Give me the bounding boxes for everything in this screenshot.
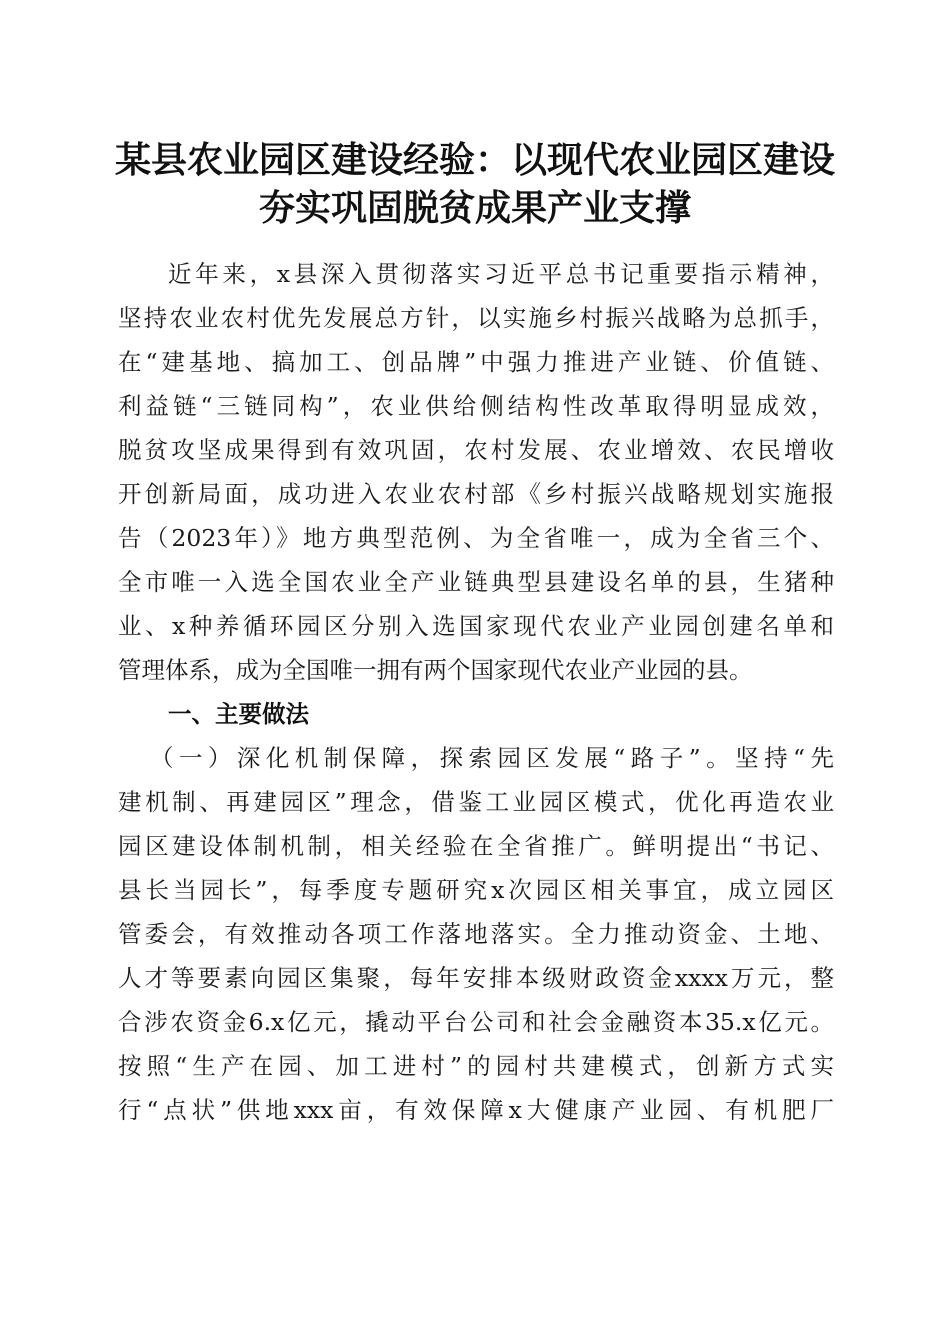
paragraph-line: 告（2023年）》地方典型范例、为全省唯一，成为全省三个、 <box>118 524 834 552</box>
paragraph-line: 管委会，有效推动各项工作落地落实。全力推动资金、土地、 <box>118 920 834 948</box>
document-title-line-1: 某县农业园区建设经验：以现代农业园区建设 <box>114 139 835 181</box>
paragraph-line: 利益链“三链同构”，农业供给侧结构性改革取得明显成效， <box>118 392 834 420</box>
paragraph-line: （一）深化机制保障，探索园区发展“路子”。坚持“先 <box>150 744 834 772</box>
section-heading: 一、主要做法 <box>168 700 309 728</box>
document-title-line-2: 夯实巩固脱贫成果产业支撑 <box>258 187 691 229</box>
paragraph-line: 县长当园长”，每季度专题研究x次园区相关事宜，成立园区 <box>118 876 834 904</box>
paragraph-line: 近年来，x县深入贯彻落实习近平总书记重要指示精神， <box>168 260 834 288</box>
paragraph-line: 按照“生产在园、加工进村”的园村共建模式，创新方式实 <box>118 1052 834 1080</box>
paragraph-line: 业、x种养循环园区分别入选国家现代农业产业园创建名单和 <box>118 612 834 640</box>
paragraph-line: 合涉农资金6.x亿元，撬动平台公司和社会金融资本35.x亿元。 <box>118 1008 834 1036</box>
paragraph-line: 园区建设体制机制，相关经验在全省推广。鲜明提出“书记、 <box>118 832 834 860</box>
paragraph-line: 管理体系，成为全国唯一拥有两个国家现代农业产业园的县。 <box>118 656 753 684</box>
paragraph-line: 脱贫攻坚成果得到有效巩固，农村发展、农业增效、农民增收 <box>118 436 834 464</box>
paragraph-line: 开创新局面，成功进入农业农村部《乡村振兴战略规划实施报 <box>118 480 834 508</box>
paragraph-line: 人才等要素向园区集聚，每年安排本级财政资金xxxx万元，整 <box>118 964 834 992</box>
paragraph-line: 行“点状”供地xxx亩，有效保障x大健康产业园、有机肥厂 <box>118 1096 834 1124</box>
paragraph-line: 全市唯一入选全国农业全产业链典型县建设名单的县，生猪种 <box>118 568 834 596</box>
paragraph-line: 建机制、再建园区”理念，借鉴工业园区模式，优化再造农业 <box>118 788 834 816</box>
paragraph-line: 在“建基地、搞加工、创品牌”中强力推进产业链、价值链、 <box>118 348 834 376</box>
paragraph-line: 坚持农业农村优先发展总方针，以实施乡村振兴战略为总抓手， <box>118 304 834 332</box>
